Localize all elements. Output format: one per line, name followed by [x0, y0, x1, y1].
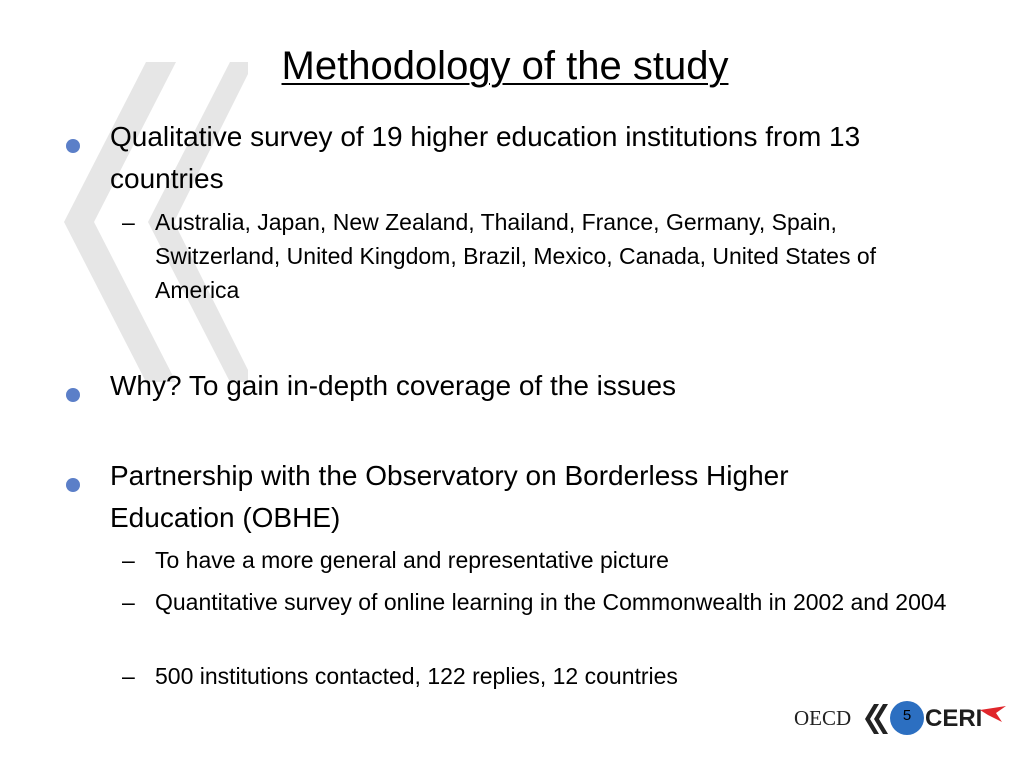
dash-marker: – — [122, 209, 135, 235]
oecd-chevron-icon — [862, 704, 888, 734]
bullet-text: Partnership with the Observatory on Borderless Higher Education (OBHE) — [110, 460, 789, 533]
sub-item — [122, 543, 952, 577]
bullet-dot-icon — [66, 388, 80, 402]
footer-logos — [794, 700, 1014, 740]
ceri-logo-text: CERI — [925, 705, 983, 732]
dash-marker: – — [122, 663, 135, 689]
sub-item — [122, 585, 952, 619]
bullet-item — [66, 365, 946, 407]
bullet-text: Why? To gain in-depth coverage of the issues — [110, 370, 677, 401]
page-number-badge: 5 — [890, 701, 924, 735]
slide-title: Methodology of the study — [281, 44, 729, 88]
oecd-logo-text: OECD — [794, 706, 852, 730]
bullet-dot-icon — [66, 139, 80, 153]
sub-item-text: 500 institutions contacted, 122 replies, 12 countries — [155, 663, 678, 689]
bullet-item — [66, 455, 946, 539]
sub-item-text: Australia, Japan, New Zealand, Thailand, France, Germany, Spain, Switzerland, United Kingdom, Brazil, Mexico, Canada, United States of America — [155, 209, 877, 303]
dash-marker: – — [122, 547, 135, 573]
sub-item — [122, 205, 952, 307]
bullet-text: Qualitative survey of 19 higher education institutions from 13 countries — [110, 121, 861, 194]
bullet-item — [66, 116, 946, 200]
bullet-dot-icon — [66, 478, 80, 492]
sub-item — [122, 659, 952, 693]
sub-item-text: To have a more general and representative picture — [155, 547, 669, 573]
sub-item-text: Quantitative survey of online learning in the Commonwealth in 2002 and 2004 — [155, 589, 947, 615]
ceri-flag-icon — [980, 706, 1006, 722]
dash-marker: – — [122, 589, 135, 615]
